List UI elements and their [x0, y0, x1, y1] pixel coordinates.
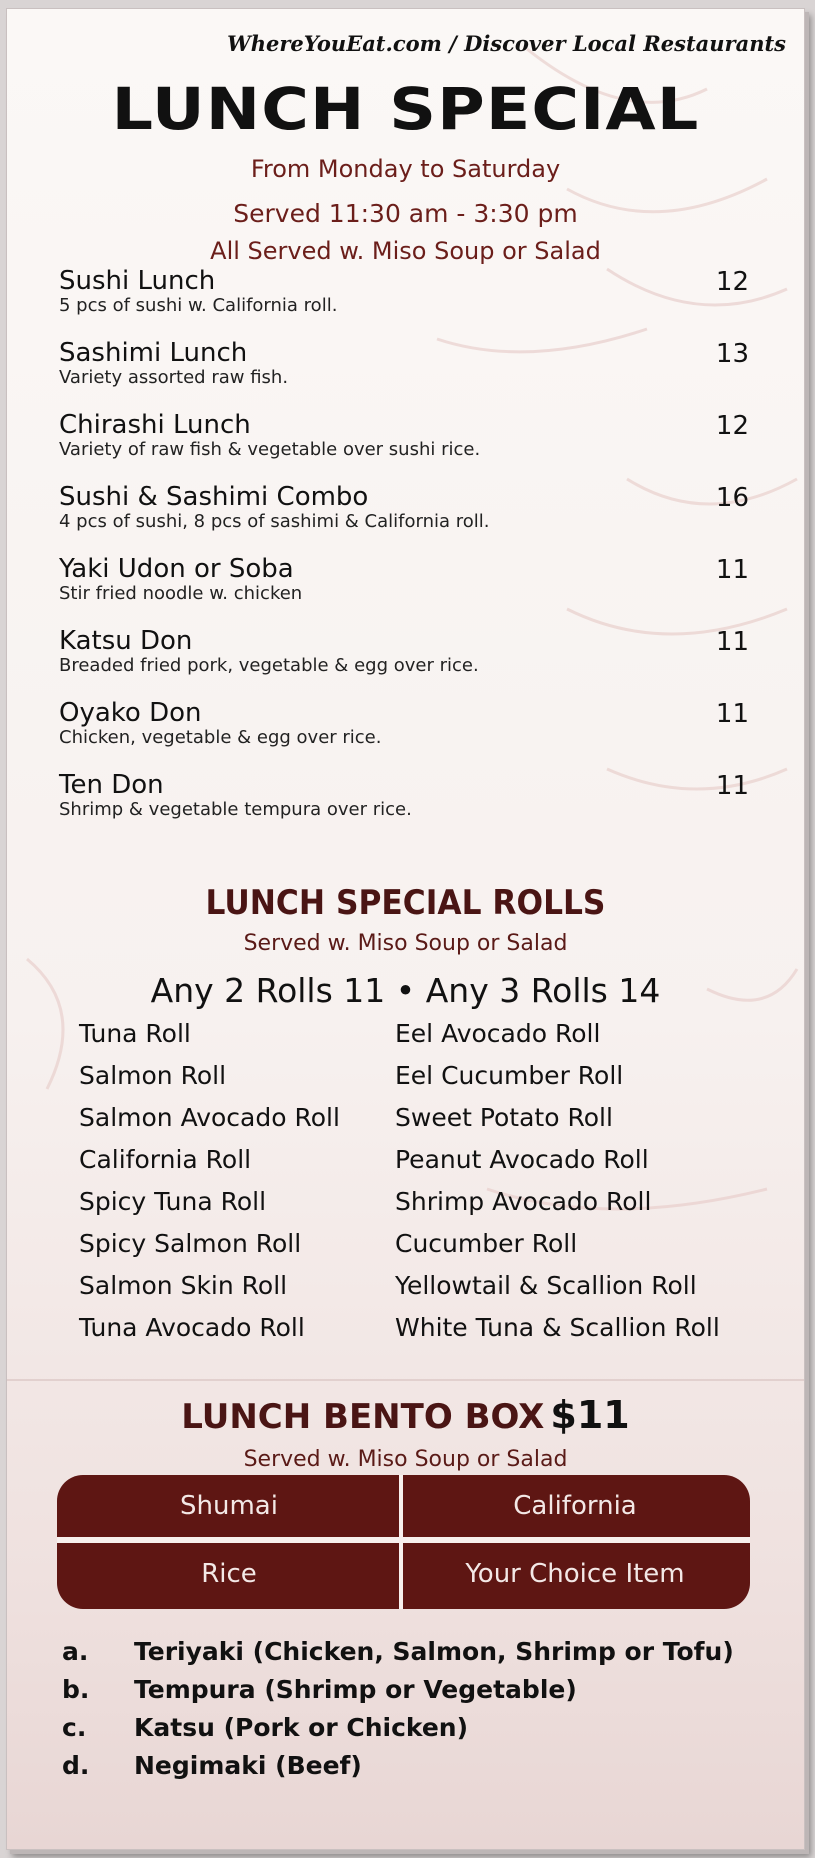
menu-item [59, 699, 749, 749]
item-price: 11 [715, 555, 749, 585]
section-divider [7, 1379, 804, 1381]
menu-item [59, 483, 749, 533]
item-name: Sashimi Lunch [59, 338, 248, 368]
bento-price: $11 [550, 1393, 630, 1437]
item-price: 13 [715, 339, 749, 369]
rolls-heading: LUNCH SPECIAL ROLLS [205, 883, 606, 923]
roll-item: Tuna Avocado Roll [79, 1313, 305, 1342]
item-description: Chicken, vegetable & egg over rice. [59, 727, 382, 748]
roll-item: Yellowtail & Scallion Roll [395, 1271, 697, 1300]
roll-item: Tuna Roll [79, 1019, 191, 1048]
choice-letter: c. [62, 1713, 87, 1742]
roll-item: Spicy Salmon Roll [79, 1229, 302, 1258]
menu-item [59, 267, 749, 317]
item-description: Stir fried noodle w. chicken [59, 583, 303, 604]
roll-item: Eel Cucumber Roll [395, 1061, 624, 1090]
menu-item [59, 411, 749, 461]
item-description: Breaded fried pork, vegetable & egg over rice. [59, 655, 479, 676]
rolls-offer: Any 2 Rolls 11 • Any 3 Rolls 14 [150, 971, 661, 1010]
choice-letter: a. [62, 1637, 89, 1666]
choice-item [62, 1713, 468, 1742]
item-name: Katsu Don [59, 626, 193, 656]
days-subtitle: From Monday to Saturday [250, 155, 561, 183]
menu-page [6, 8, 805, 1850]
item-description: 5 pcs of sushi w. California roll. [59, 295, 338, 316]
item-price: 11 [715, 771, 749, 801]
menu-item [59, 555, 749, 605]
choice-letter: b. [62, 1675, 90, 1704]
item-name: Ten Don [59, 770, 164, 800]
roll-item: White Tuna & Scallion Roll [395, 1313, 720, 1342]
choice-item [62, 1637, 734, 1666]
bento-heading [7, 1393, 804, 1437]
choice-item [62, 1751, 362, 1780]
roll-item: Spicy Tuna Roll [79, 1187, 267, 1216]
bento-served: Served w. Miso Soup or Salad [243, 1447, 568, 1472]
choice-item [62, 1675, 577, 1704]
rolls-served: Served w. Miso Soup or Salad [243, 931, 568, 956]
item-description: Shrimp & vegetable tempura over rice. [59, 799, 412, 820]
item-price: 16 [715, 483, 749, 513]
item-name: Chirashi Lunch [59, 410, 251, 440]
bento-cell: Your Choice Item [465, 1559, 685, 1589]
item-description: 4 pcs of sushi, 8 pcs of sashimi & California roll. [59, 511, 490, 532]
item-name: Yaki Udon or Soba [59, 554, 294, 584]
hours-subtitle: Served 11:30 am - 3:30 pm [233, 199, 578, 228]
roll-item: Shrimp Avocado Roll [395, 1187, 652, 1216]
item-price: 12 [715, 267, 749, 297]
item-name: Oyako Don [59, 698, 202, 728]
bento-cell: Shumai [180, 1491, 278, 1521]
bento-box-grid [57, 1475, 750, 1609]
menu-item [59, 771, 749, 821]
choice-text: Teriyaki (Chicken, Salmon, Shrimp or Tofu) [134, 1637, 734, 1666]
choice-text: Negimaki (Beef) [134, 1751, 362, 1780]
roll-item: Salmon Roll [79, 1061, 227, 1090]
roll-item: Eel Avocado Roll [395, 1019, 601, 1048]
roll-item: Peanut Avocado Roll [395, 1145, 649, 1174]
choice-text: Tempura (Shrimp or Vegetable) [134, 1675, 577, 1704]
item-description: Variety of raw fish & vegetable over sushi rice. [59, 439, 481, 460]
roll-item: California Roll [79, 1145, 252, 1174]
bento-title: LUNCH BENTO BOX [181, 1397, 545, 1437]
item-name: Sushi & Sashimi Combo [59, 482, 369, 512]
choice-text: Katsu (Pork or Chicken) [134, 1713, 469, 1742]
item-description: Variety assorted raw fish. [59, 367, 289, 388]
item-price: 12 [715, 411, 749, 441]
menu-item [59, 627, 749, 677]
roll-item: Cucumber Roll [395, 1229, 578, 1258]
watermark: WhereYouEat.com / Discover Local Restaurants [227, 31, 786, 56]
roll-item: Salmon Avocado Roll [79, 1103, 340, 1132]
bento-cell: Rice [201, 1559, 257, 1589]
roll-item: Salmon Skin Roll [79, 1271, 288, 1300]
roll-item: Sweet Potato Roll [395, 1103, 613, 1132]
bento-cell: California [513, 1491, 637, 1521]
page-title: LUNCH SPECIAL [111, 75, 700, 143]
menu-item [59, 339, 749, 389]
item-name: Sushi Lunch [59, 266, 216, 296]
item-price: 11 [715, 699, 749, 729]
served-subtitle: All Served w. Miso Soup or Salad [210, 237, 601, 265]
choice-letter: d. [62, 1751, 90, 1780]
grid-divider-horizontal [57, 1537, 750, 1543]
item-price: 11 [715, 627, 749, 657]
